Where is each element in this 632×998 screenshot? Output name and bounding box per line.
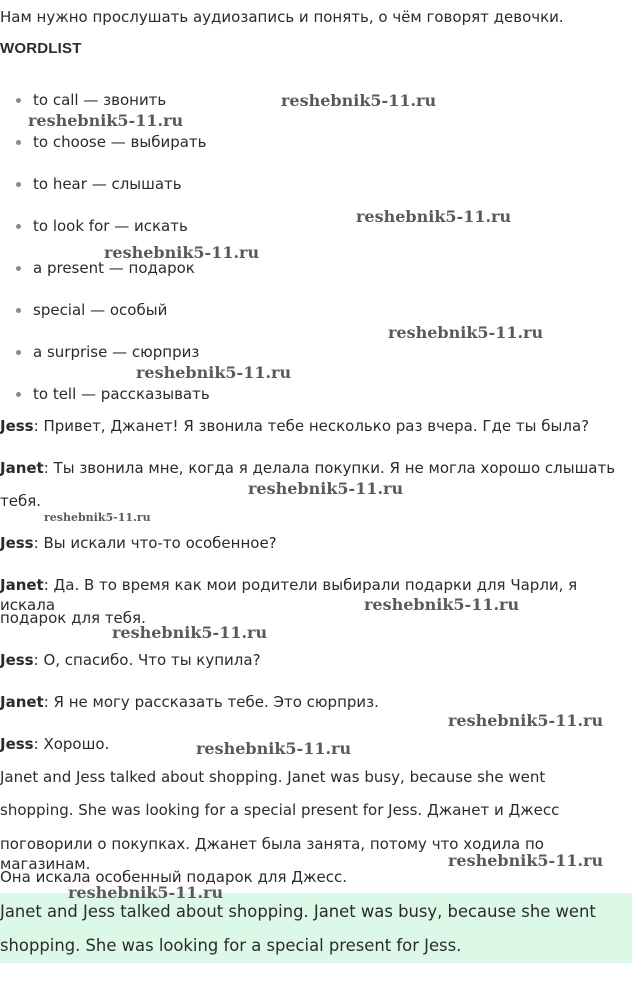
- dialogue-line: [0, 650, 632, 670]
- dialogue-text: : Привет, Джанет! Я звонила тебе несколько раз вчера. Где ты была?: [33, 417, 590, 435]
- dialogue-line: [0, 533, 632, 553]
- bullet-icon: [16, 224, 21, 229]
- watermark: reshebnik5-11.ru: [28, 111, 184, 130]
- dialogue-text: : О, спасибо. Что ты купила?: [33, 651, 261, 669]
- watermark: reshebnik5-11.ru: [364, 595, 520, 614]
- speaker-name: Jess: [0, 735, 34, 753]
- summary-line: shopping. She was looking for a special present for Jess. Джанет и Джесс: [0, 801, 560, 819]
- watermark: reshebnik5-11.ru: [248, 479, 404, 498]
- watermark: reshebnik5-11.ru: [68, 883, 224, 902]
- dialogue-text: : Я не могу рассказать тебе. Это сюрприз.: [43, 693, 379, 711]
- wordlist-term: to choose — выбирать: [33, 133, 207, 151]
- summary-line: Janet and Jess talked about shopping. Janet was busy, because she went: [0, 768, 546, 786]
- wordlist-term: a present — подарок: [33, 259, 195, 277]
- dialogue-text: : Хорошо.: [33, 735, 110, 753]
- intro-text: Нам нужно прослушать аудиозапись и понять, о чём говорят девочки.: [0, 8, 564, 26]
- watermark: reshebnik5-11.ru: [388, 323, 544, 342]
- dialogue-text: : Ты звонила мне, когда я делала покупки. Я не могла хорошо слышать: [43, 459, 616, 477]
- watermark: reshebnik5-11.ru: [44, 511, 151, 524]
- speaker-name: Jess: [0, 651, 34, 669]
- speaker-name: Janet: [0, 576, 44, 594]
- dialogue-text: : Вы искали что-то особенное?: [33, 534, 277, 552]
- wordlist-heading: WORDLIST: [0, 40, 82, 57]
- watermark: reshebnik5-11.ru: [136, 363, 292, 382]
- bullet-icon: [16, 140, 21, 145]
- wordlist-term: to tell — рассказывать: [33, 385, 210, 403]
- dialogue-line-continued: подарок для тебя.: [0, 609, 146, 627]
- wordlist-term: to look for — искать: [33, 217, 188, 235]
- watermark: reshebnik5-11.ru: [196, 739, 352, 758]
- dialogue-line: [0, 734, 632, 754]
- speaker-name: Jess: [0, 417, 34, 435]
- bullet-icon: [16, 308, 21, 313]
- watermark: reshebnik5-11.ru: [448, 711, 604, 730]
- wordlist-term: a surprise — сюрприз: [33, 343, 200, 361]
- watermark: reshebnik5-11.ru: [104, 243, 260, 262]
- bullet-icon: [16, 182, 21, 187]
- speaker-name: Jess: [0, 534, 34, 552]
- speaker-name: Janet: [0, 693, 44, 711]
- watermark: reshebnik5-11.ru: [448, 851, 604, 870]
- answer-line: shopping. She was looking for a special present for Jess.: [0, 936, 462, 955]
- summary-line: Она искала особенный подарок для Джесс.: [0, 868, 347, 886]
- watermark: reshebnik5-11.ru: [281, 91, 437, 110]
- dialogue-line-continued: тебя.: [0, 492, 42, 510]
- bullet-icon: [16, 98, 21, 103]
- watermark: reshebnik5-11.ru: [356, 207, 512, 226]
- bullet-icon: [16, 266, 21, 271]
- watermark: reshebnik5-11.ru: [112, 623, 268, 642]
- bullet-icon: [16, 392, 21, 397]
- dialogue-line: [0, 416, 632, 436]
- dialogue-text: : Да. В то время как мои родители выбирали подарки для Чарли, я искала: [0, 576, 578, 614]
- speaker-name: Janet: [0, 459, 44, 477]
- answer-line: Janet and Jess talked about shopping. Janet was busy, because she went: [0, 902, 596, 921]
- dialogue-line: [0, 692, 632, 712]
- summary-line: поговорили о покупках. Джанет была занята, потому что ходила по магазинам.: [0, 835, 544, 873]
- wordlist-term: special — особый: [33, 301, 168, 319]
- wordlist-term: to call — звонить: [33, 91, 167, 109]
- bullet-icon: [16, 350, 21, 355]
- answer-box: [0, 893, 632, 963]
- wordlist-term: to hear — слышать: [33, 175, 182, 193]
- dialogue-line: [0, 458, 632, 478]
